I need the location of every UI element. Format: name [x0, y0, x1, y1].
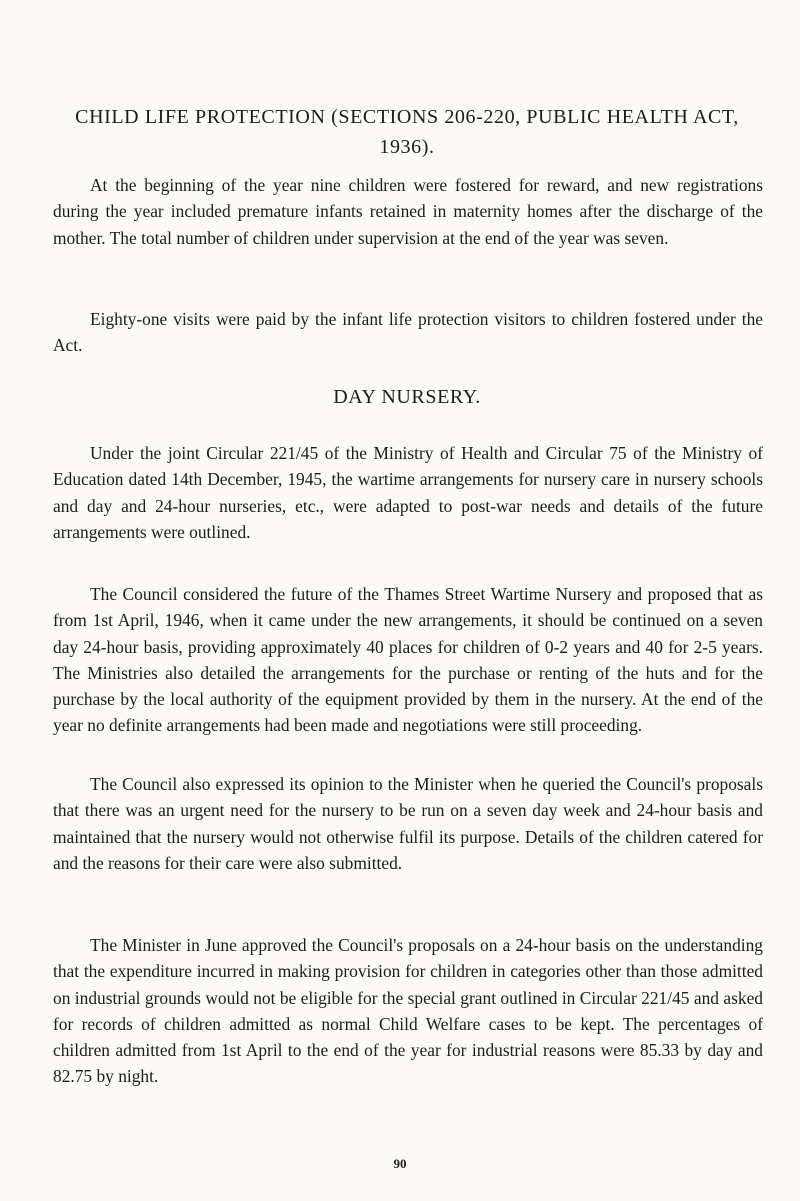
paragraph-visits: Eighty-one visits were paid by the infant life protection visitors to children fostered under the Act. [53, 309, 763, 356]
section-heading-day-nursery: DAY NURSERY. [333, 386, 481, 408]
paragraph-thames-street-nursery: The Council considered the future of the Thames Street Wartime Nursery and proposed that as from 1st April, 1946, when it came under the new arrangements, it should be continued on a seven day 24-hour basis, providing approximately 40 places for children of 0-2 years and 40 for 2-5 years. The Ministries also detailed the arrangements for the purchase or renting of the huts and for the purchase by the local authority of the equipment provided by them in the nursery. At the end of the year no definite arrangements had been made and negotiations were still proceeding. [53, 584, 763, 736]
paragraph-joint-circular: Under the joint Circular 221/45 of the Ministry of Health and Circular 75 of the Ministry of Education dated 14th December, 1945, the wartime arrangements for nursery care in nursery schools and day and 24-hour nurseries, etc., were adapted to post-war needs and details of the future arrangements were outlined. [53, 443, 763, 542]
paragraph-council-opinion: The Council also expressed its opinion to the Minister when he queried the Council's proposals that there was an urgent need for the nursery to be run on a seven day week and 24-hour basis and maintained that the nursery would not otherwise fulfil its purpose. Details of the children catered for and the reasons for their care were also submitted. [53, 774, 763, 873]
paragraph-minister-approval: The Minister in June approved the Council's proposals on a 24-hour basis on the understanding that the expenditure incurred in making provision for children in categories other than those admitted on industrial grounds would not be eligible for the special grant outlined in Circular 221/45 and asked for records of children admitted as normal Child Welfare cases to be kept. The percentages of children admitted from 1st April to the end of the year for industrial reasons were 85.33 by day and 82.75 by night. [53, 935, 763, 1087]
page-number: 90 [393, 1156, 407, 1171]
page-title: CHILD LIFE PROTECTION (SECTIONS 206-220, PUBLIC HEALTH ACT, 1936). [75, 106, 739, 158]
paragraph-fostered-children: At the beginning of the year nine children were fostered for reward, and new registrations during the year included premature infants retained in maternity homes after the discharge of the mother. The total number of children under supervision at the end of the year was seven. [53, 175, 763, 248]
